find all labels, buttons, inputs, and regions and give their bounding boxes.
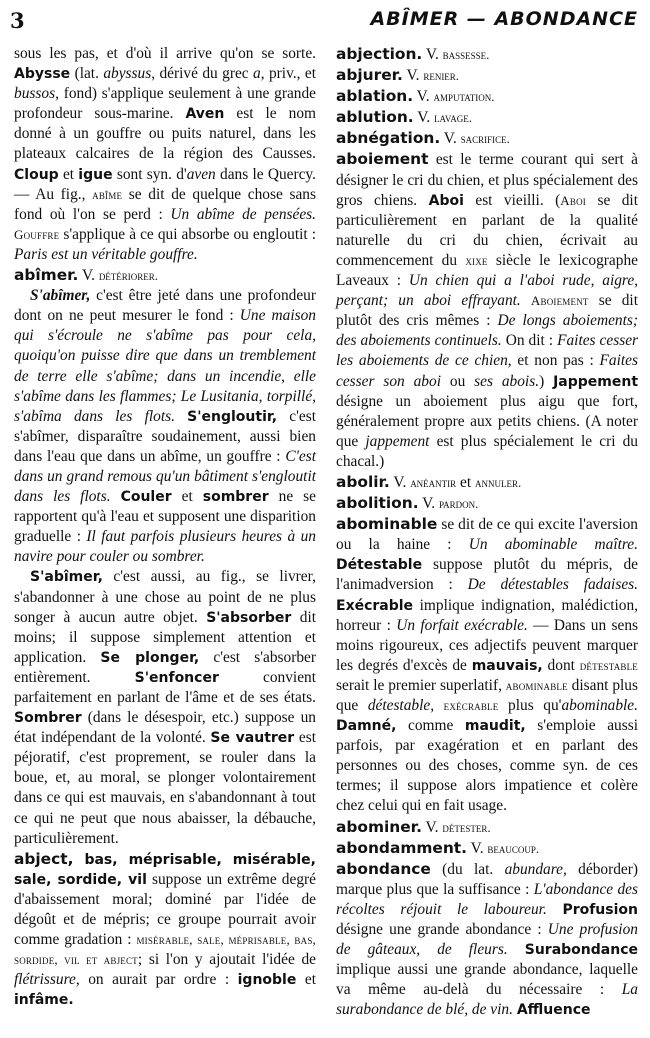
- headword: abjurer.: [336, 66, 403, 85]
- cross-reference: pardon.: [438, 496, 479, 512]
- entry-aboiement: aboiement est le terme courant qui sert à désigner le cri du chien, et plus spécialement des gros chiens. Aboi est vieilli. (Aboi se dit particulièrement en parlant de la qualité naturelle du cri du chien, écrivait au commencement du xixe siècle le lexicographe Laveaux : Un chien qui a l'aboi rude, aigre, perçant; un aboi effrayant. Aboiement se dit plutôt des cris mêmes : De longs aboiements; des aboiements continuels. On dit : Faites cesser les aboiements de ce chien, et non pas : Faites cesser son aboi ou ses abois.) Jappement désigne un aboiement plus aigu que fort, généralement propre aux petits chiens. (A noter que jappement est plus spécialement le cri du chacal.): [336, 150, 639, 470]
- headword: abolir.: [336, 472, 390, 491]
- cross-reference: beaucoup.: [487, 840, 540, 856]
- entry-abjurer: abjurer. V. renier.: [336, 66, 460, 85]
- entry-abominer: abominer. V. détester.: [336, 817, 491, 836]
- headword: aboiement: [336, 150, 429, 169]
- cross-reference: détester.: [442, 819, 491, 835]
- entry-abnegation: abnégation. V. sacrifice.: [336, 129, 510, 148]
- entry-abondamment: abondamment. V. beaucoup.: [336, 838, 540, 857]
- headword: abondance: [336, 859, 431, 878]
- headword: ablution.: [336, 108, 414, 127]
- entry-s-abimer-sense-1: S'abîmer, c'est être jeté dans une profondeur dont on ne peut mesurer le fond : Une maison qui s'écroule ne s'abîme pas pour cela, quoiqu'on puisse dire que dans un tremblement de terre elle s'abîme; dans un incendie, elle s'abîme dans les flammes; Le Lusitania, torpillé, s'abîma dans les flots. S'engloutir, c'est s'abîmer, disparaître soudainement, aussi bien dans l'eau que dans un abîme, un gouffre : C'est dans un grand remous qu'un bâtiment s'engloutit dans les flots. Couler et sombrer ne se rapportent qu'à l'eau et supposent une disparition graduelle : Il faut parfois plusieurs heures à un navire pour couler ou sombrer.: [14, 287, 317, 566]
- headword: abnégation.: [336, 129, 441, 148]
- entry-ablution: ablution. V. lavage.: [336, 108, 472, 127]
- entry-abolir: abolir. V. anéantir et annuler.: [336, 472, 522, 491]
- entry-abject: abject, bas, méprisable, misérable, sale, sordide, vil suppose un extrême degré d'abaissement moral; dominé par l'idée de dégoût et de mépris; ce groupe pourrait avoir comme gradation : misérable, sale, méprisable, bas, sordide, vil et abject; si l'on y ajoutait l'idée de flétrissure, on aurait par ordre : ignoble et infâme.: [14, 849, 316, 1009]
- headword: abjection.: [336, 45, 423, 63]
- cross-reference: annuler.: [475, 474, 522, 490]
- headword: abolition.: [336, 494, 419, 513]
- entry-abime-continuation: sous les pas, et d'où il arrive qu'on se sorte. Abysse (lat. abyssus, dérivé du grec a, priv., et bussos, fond) s'applique seulement à une grande profondeur sous-marine. Aven est le nom donné à un gouffre ou puits naturel, dans les plateaux calcaires de la région des Causses. Cloup et igue sont syn. d'aven dans le Quercy. — Au fig., abîme se dit de quelque chose sans fond où l'on se perd : Un abîme de pensées. Gouffre s'applique à ce qui absorbe ou engloutit : Paris est un véritable gouffre.: [14, 45, 316, 263]
- cross-reference: amputation.: [433, 89, 495, 105]
- cross-reference: sacrifice.: [460, 131, 510, 147]
- entry-abimer: abîmer. V. détériorer.: [14, 266, 159, 285]
- cross-reference: anéantir: [410, 474, 457, 490]
- left-column: [14, 44, 316, 1011]
- entry-abominable: abominable se dit de ce qui excite l'aversion ou la haine : Un abominable maître. Détestable suppose plutôt du mépris, de l'animadversion : De détestables fadaises. Exécrable implique indignation, malédiction, horreur : Un forfait exécrable. — Dans un sens moins rigoureux, ces adjectifs peuvent marquer les degrés d'excès de mauvais, dont détestable serait le premier superlatif, abominable disant plus que détestable, exécrable plus qu'abominable. Damné, comme maudit, s'emploie aussi parfois, par exagération et en parlant des personnes ou des choses, comme syn. de ces termes; il suppose alors impatience et colère chez celui qui en fait usage.: [336, 515, 639, 815]
- right-column: [336, 44, 638, 1021]
- entry-abondance: abondance (du lat. abundare, déborder) marque plus que la suffisance : L'abondance des récoltes réjouit le laboureur. Profusion désigne une grande abondance : Une profusion de gâteaux, de fleurs. Surabondance implique aussi une grande abondance, laquelle va même au-delà du nécessaire : La surabondance de blé, de vin. Affluence: [336, 859, 638, 1019]
- cross-reference: lavage.: [434, 110, 472, 126]
- cross-reference: renier.: [423, 68, 460, 84]
- headword: abject,: [14, 849, 74, 868]
- headword: abîmer.: [14, 266, 79, 285]
- cross-reference: bassesse.: [442, 47, 490, 62]
- headword: abominer.: [336, 817, 422, 836]
- headword: abominable: [336, 515, 438, 534]
- cross-reference: détériorer.: [98, 268, 159, 284]
- headword: abondamment.: [336, 838, 468, 857]
- page-header: [10, 8, 638, 36]
- entry-abjection: abjection. V. bassesse.: [336, 45, 490, 63]
- headword: ablation.: [336, 87, 414, 106]
- running-head: ABÎMER — ABONDANCE: [370, 8, 638, 30]
- entry-abolition: abolition. V. pardon.: [336, 494, 479, 513]
- entry-ablation: ablation. V. amputation.: [336, 87, 495, 106]
- page-number: 3: [10, 8, 25, 33]
- entry-s-abimer-sense-2: S'abîmer, c'est aussi, au fig., se livrer, s'abandonner à une chose au point de ne plus songer à aucun autre objet. S'absorber dit moins; il suppose simplement attention et application. Se plonger, c'est s'absorber entièrement. S'enfoncer convient parfaitement en parlant de l'âme et de ses états. Sombrer (dans le désespoir, etc.) suppose un état indépendant de la volonté. Se vautrer est péjoratif, c'est proprement, se rouler dans la boue, et, au moral, se plonger volontairement dans ce qui est mauvais, en s'abandonnant à tout ce qui ne peut que nous abaisser, la débauche, particulièrement.: [14, 568, 316, 847]
